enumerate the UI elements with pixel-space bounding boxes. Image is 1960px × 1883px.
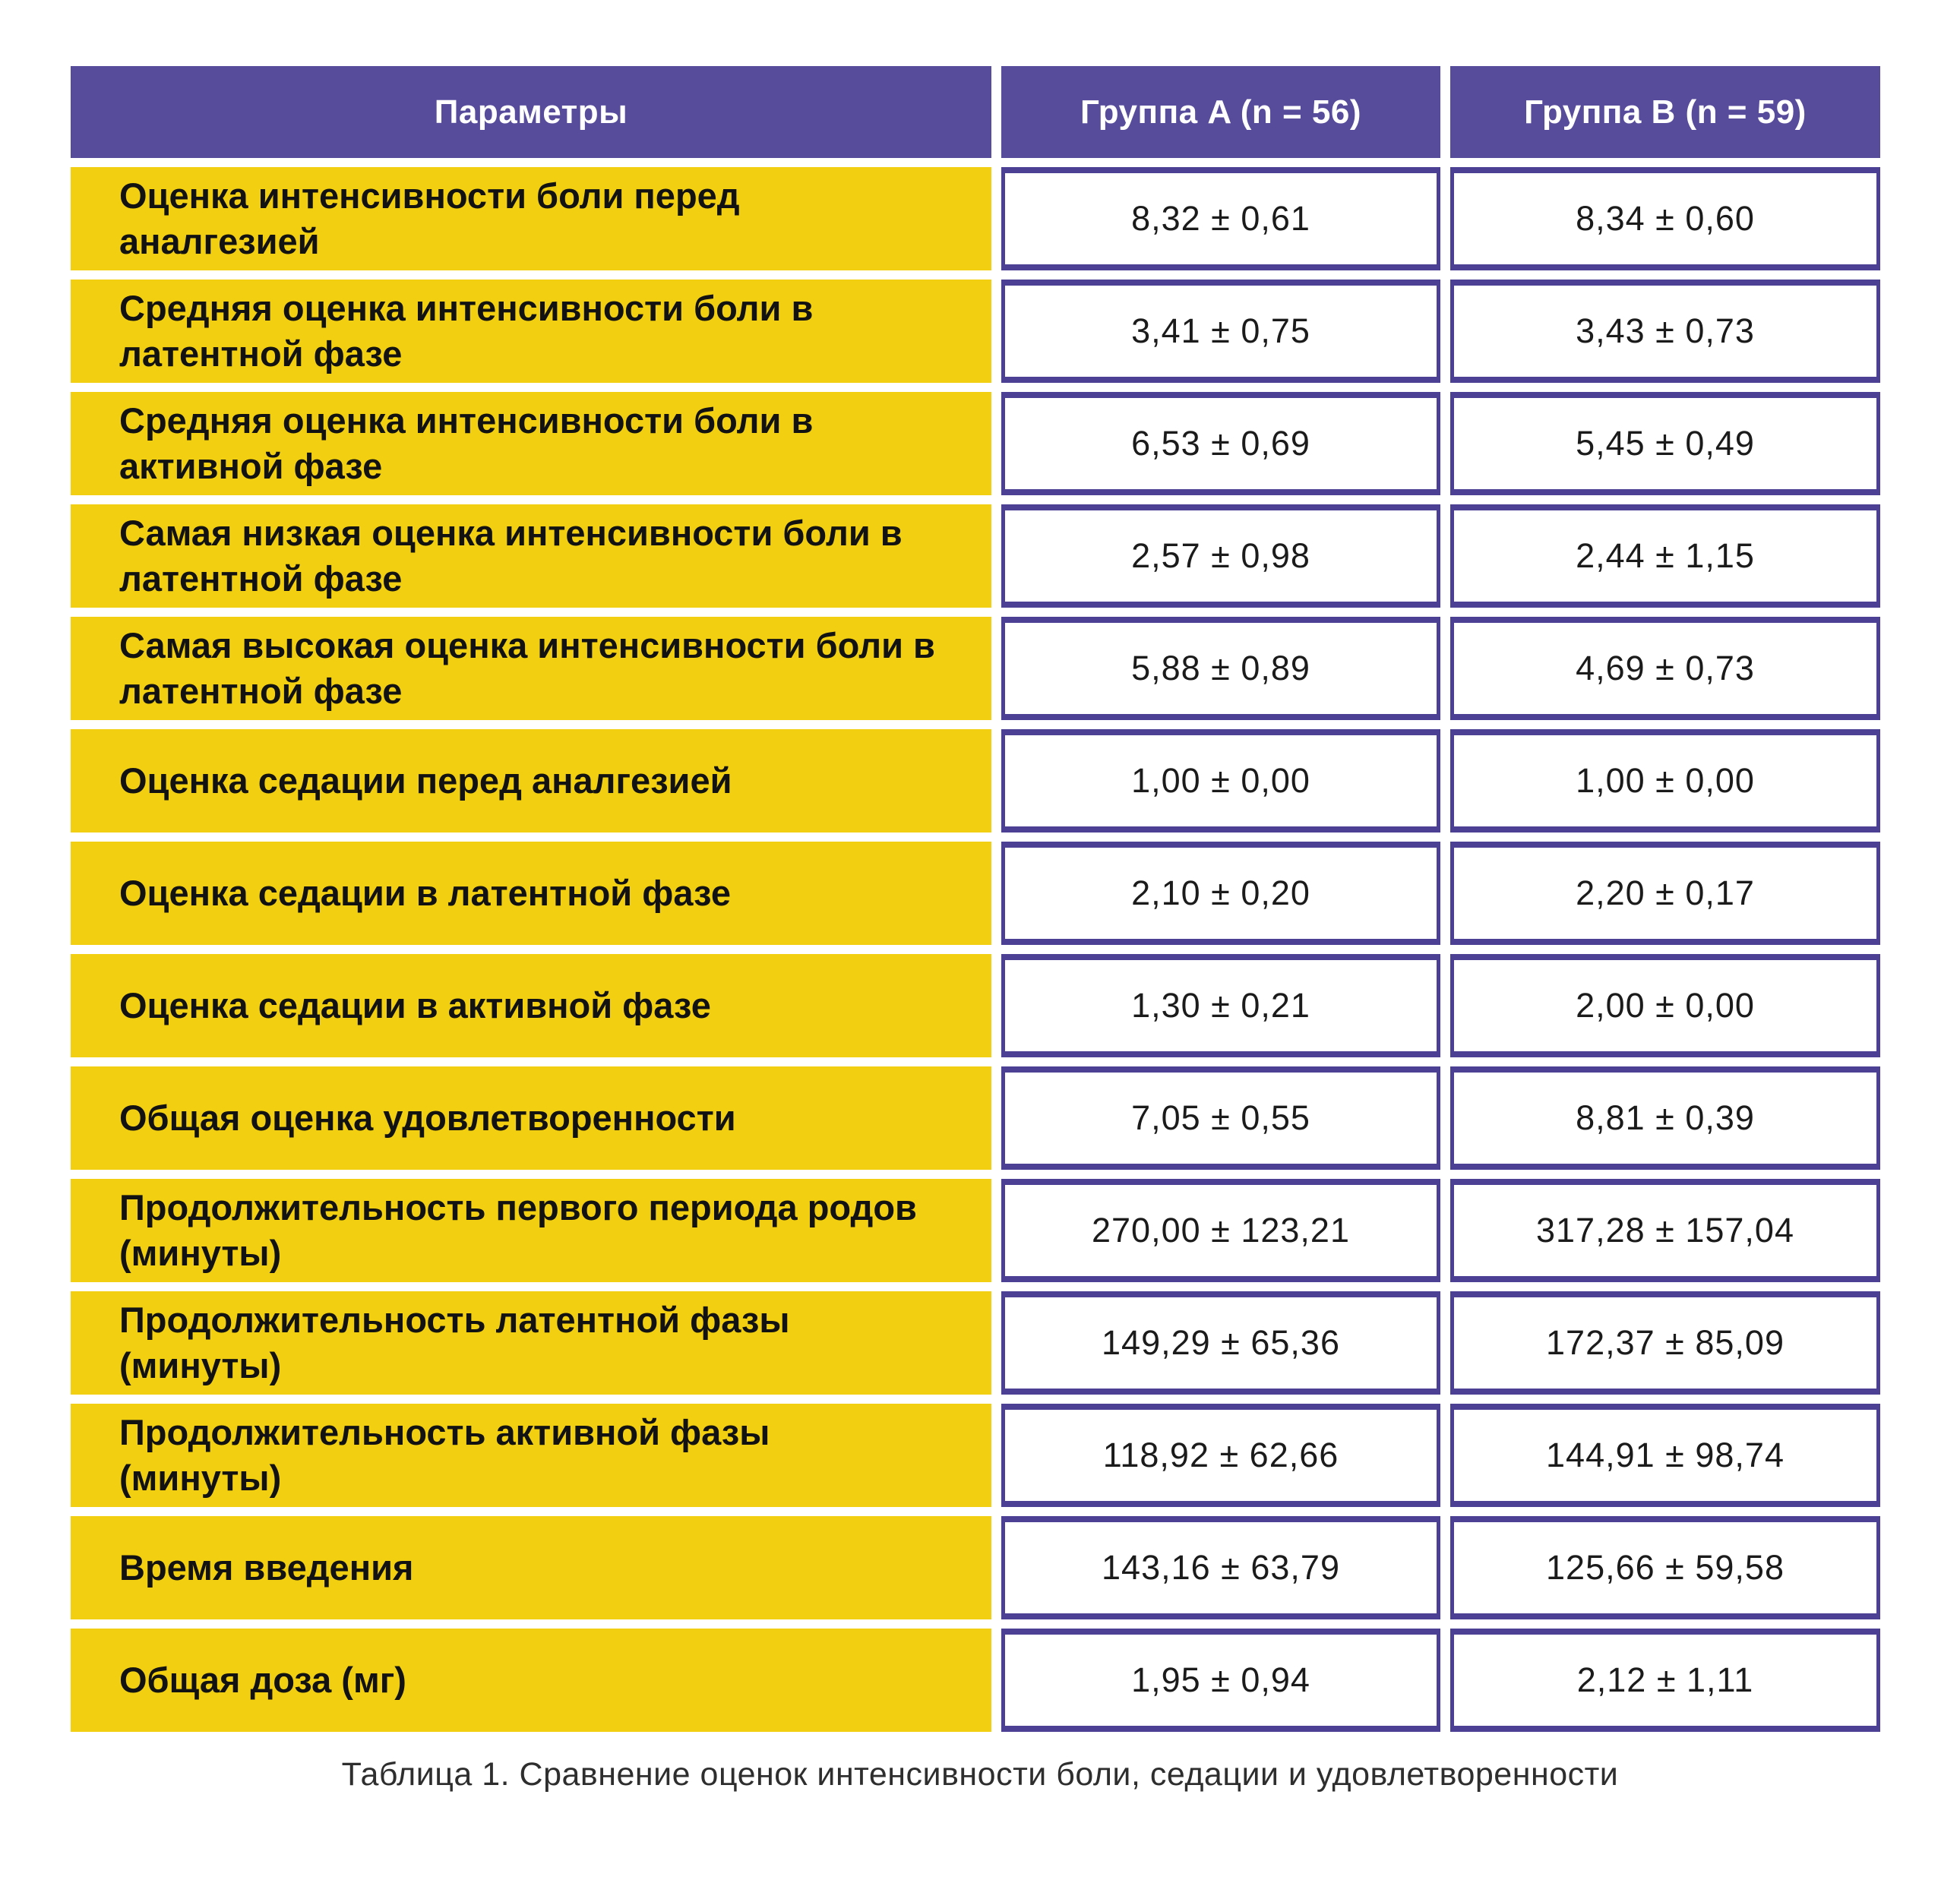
group-a-value: 7,05 ± 0,55 [1001, 1066, 1440, 1170]
group-b-value: 2,12 ± 1,11 [1450, 1629, 1880, 1732]
parameter-label: Средняя оценка интенсивности боли в латентной фазе [71, 280, 991, 383]
group-a-value: 1,95 ± 0,94 [1001, 1629, 1440, 1732]
column-header-parameters: Параметры [71, 66, 991, 158]
table-caption: Таблица 1. Сравнение оценок интенсивности боли, седации и удовлетворенности [341, 1756, 1619, 1793]
parameter-label: Продолжительность латентной фазы (минуты) [71, 1291, 991, 1395]
group-a-value: 2,57 ± 0,98 [1001, 504, 1440, 608]
group-b-value: 8,81 ± 0,39 [1450, 1066, 1880, 1170]
parameter-label: Продолжительность первого периода родов (минуты) [71, 1179, 991, 1282]
parameter-label: Общая доза (мг) [71, 1629, 991, 1732]
group-a-value: 118,92 ± 62,66 [1001, 1404, 1440, 1507]
parameter-label: Оценка седации в латентной фазе [71, 842, 991, 945]
parameter-label: Оценка интенсивности боли перед аналгезией [71, 167, 991, 270]
group-a-value: 3,41 ± 0,75 [1001, 280, 1440, 383]
group-b-value: 172,37 ± 85,09 [1450, 1291, 1880, 1395]
group-b-value: 2,20 ± 0,17 [1450, 842, 1880, 945]
parameter-label: Самая высокая оценка интенсивности боли в латентной фазе [71, 617, 991, 720]
comparison-table [71, 66, 1880, 1732]
parameter-label: Общая оценка удовлетворенности [71, 1066, 991, 1170]
group-a-value: 1,00 ± 0,00 [1001, 729, 1440, 833]
parameter-label: Оценка седации в активной фазе [71, 954, 991, 1057]
group-b-value: 5,45 ± 0,49 [1450, 392, 1880, 495]
group-b-value: 4,69 ± 0,73 [1450, 617, 1880, 720]
group-b-value: 2,00 ± 0,00 [1450, 954, 1880, 1057]
group-a-value: 2,10 ± 0,20 [1001, 842, 1440, 945]
group-a-value: 1,30 ± 0,21 [1001, 954, 1440, 1057]
group-b-value: 125,66 ± 59,58 [1450, 1516, 1880, 1619]
group-a-value: 5,88 ± 0,89 [1001, 617, 1440, 720]
group-b-value: 3,43 ± 0,73 [1450, 280, 1880, 383]
group-b-value: 8,34 ± 0,60 [1450, 167, 1880, 270]
parameter-label: Время введения [71, 1516, 991, 1619]
group-b-value: 1,00 ± 0,00 [1450, 729, 1880, 833]
group-a-value: 270,00 ± 123,21 [1001, 1179, 1440, 1282]
column-header-group-b: Группа B (n = 59) [1450, 66, 1880, 158]
parameter-label: Самая низкая оценка интенсивности боли в латентной фазе [71, 504, 991, 608]
group-b-value: 144,91 ± 98,74 [1450, 1404, 1880, 1507]
group-a-value: 6,53 ± 0,69 [1001, 392, 1440, 495]
column-header-group-a: Группа A (n = 56) [1001, 66, 1440, 158]
group-a-value: 8,32 ± 0,61 [1001, 167, 1440, 270]
parameter-label: Средняя оценка интенсивности боли в активной фазе [71, 392, 991, 495]
group-b-value: 317,28 ± 157,04 [1450, 1179, 1880, 1282]
group-a-value: 149,29 ± 65,36 [1001, 1291, 1440, 1395]
parameter-label: Оценка седации перед аналгезией [71, 729, 991, 833]
group-a-value: 143,16 ± 63,79 [1001, 1516, 1440, 1619]
group-b-value: 2,44 ± 1,15 [1450, 504, 1880, 608]
parameter-label: Продолжительность активной фазы (минуты) [71, 1404, 991, 1507]
